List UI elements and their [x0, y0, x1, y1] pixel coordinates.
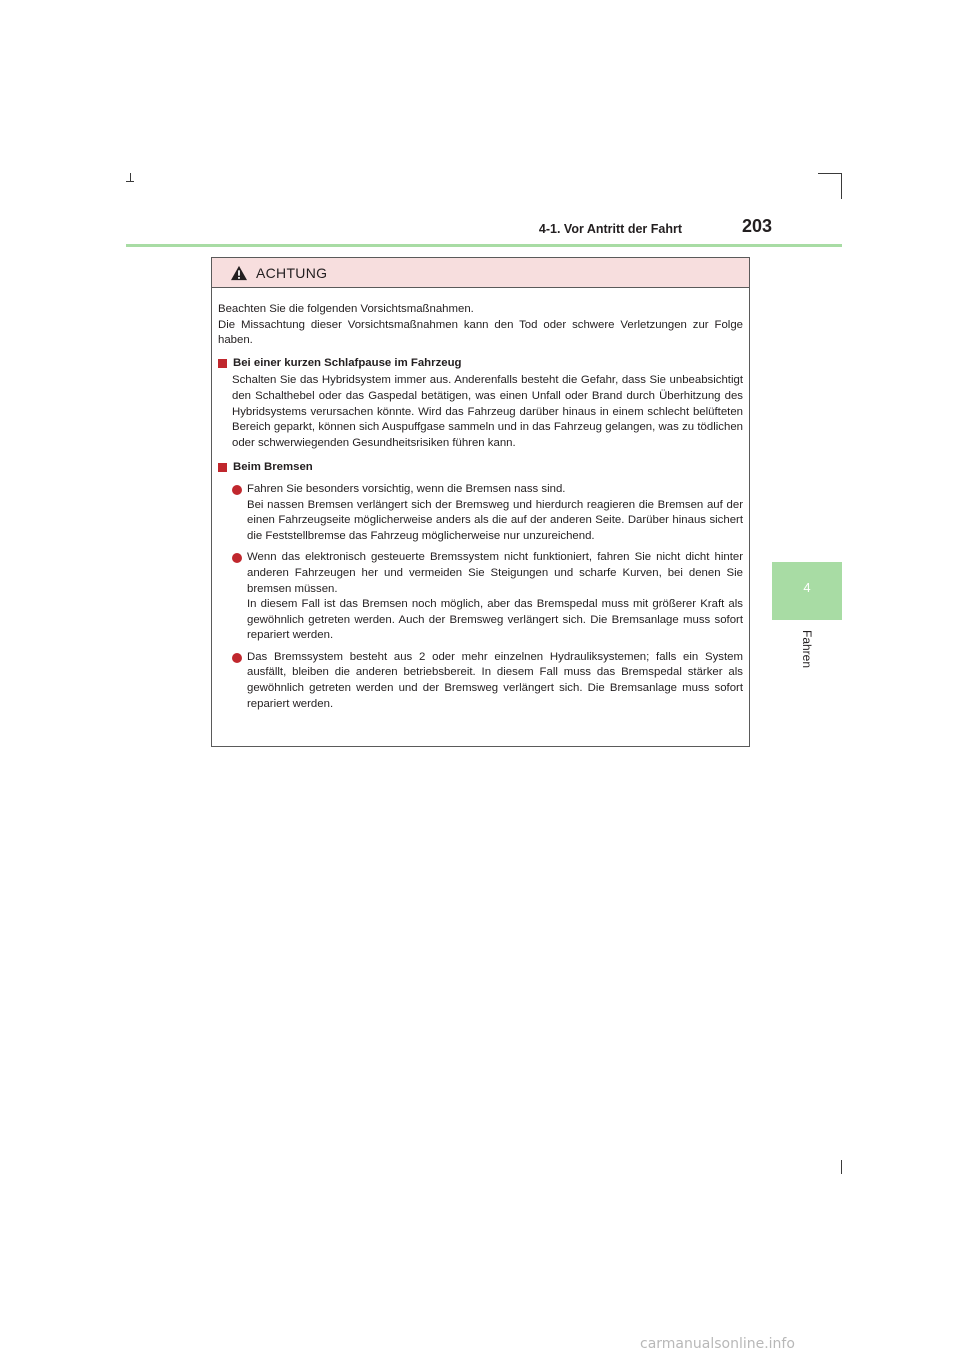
- section-heading: [218, 460, 743, 476]
- list-item: [218, 550, 743, 644]
- square-bullet-icon: [218, 463, 227, 472]
- chapter-tab: [772, 562, 842, 620]
- bullet-line: In diesem Fall ist das Bremsen noch möglich, aber das Bremspedal muss mit größerer Kraft als gewöhnlich getreten werden. Auch der Bremsweg verlängert sich. Die Bremsanlage muss sofort repariert werden.: [247, 598, 743, 642]
- watermark: carmanualsonline.info: [640, 1336, 795, 1352]
- bullet-line: Das Bremssystem besteht aus 2 oder mehr einzelnen Hydrauliksystemen; falls ein System ausfällt, bleiben die anderen betriebsbereit. In diesem Fall muss das Bremspedal stärker als gewöhnlich getreten werden und der Bremsweg verlängert sich. Die Bremsanlage muss sofort repariert werden.: [247, 650, 743, 710]
- crop-mark: [126, 181, 134, 182]
- section-heading-text: Bei einer kurzen Schlafpause im Fahrzeug: [233, 356, 462, 369]
- page-number: 203: [742, 216, 773, 236]
- intro-line: Die Missachtung dieser Vorsichtsmaßnahmen kann den Tod oder schwere Verletzungen zur Folge haben.: [218, 318, 743, 347]
- bullet-line: Bei nassen Bremsen verlängert sich der Bremsweg und hierdurch reagieren die Bremsen auf der einen Fahrzeugseite möglicherweise anders als die auf der anderen Seite. Darüber hinaus sichert die Feststellbremse das Fahrzeug möglicherweise nur unzureichend.: [247, 498, 743, 542]
- header-divider: [126, 244, 842, 247]
- chapter-label: Fahren: [800, 630, 814, 669]
- warning-title: ACHTUNG: [256, 264, 328, 281]
- bullet-line: Fahren Sie besonders vorsichtig, wenn die Bremsen nass sind.: [247, 482, 566, 495]
- crop-mark: [841, 1160, 842, 1174]
- bullet-line: Wenn das elektronisch gesteuerte Bremssystem nicht funktioniert, fahren Sie nicht dicht hinter anderen Fahrzeugen her und vermeiden Sie Steigungen und scharfe Kurven, bei denen Sie bremsen müssen.: [247, 551, 743, 595]
- chapter-number: 4: [803, 580, 811, 595]
- warning-body: [212, 288, 749, 712]
- list-item: [218, 482, 743, 544]
- chapter-label-wrap: [798, 630, 816, 690]
- section-heading: [218, 356, 743, 372]
- warning-triangle-icon: [230, 265, 248, 281]
- round-bullet-icon: [232, 653, 242, 663]
- list-item: [218, 650, 743, 712]
- warning-header: [212, 258, 749, 288]
- section-title: 4-1. Vor Antritt der Fahrt: [538, 222, 682, 236]
- crop-mark: [818, 173, 842, 174]
- crop-mark: [841, 173, 842, 199]
- section-heading-text: Beim Bremsen: [233, 461, 313, 474]
- warning-box: [211, 257, 750, 747]
- round-bullet-icon: [232, 485, 242, 495]
- intro-line: Beachten Sie die folgenden Vorsichtsmaßnahmen.: [218, 303, 474, 315]
- round-bullet-icon: [232, 553, 242, 563]
- section-text: Schalten Sie das Hybridsystem immer aus. Anderenfalls besteht die Gefahr, dass Sie unbeabsichtigt den Schalthebel oder das Gaspedal betätigen, was einen Unfall oder Brand durch Überhitzung des Hybridsystems verursachen könnte. Wird das Fahrzeug darüber hinaus in einem schlecht belüfteten Bereich geparkt, können sich Auspuffgase sammeln und in das Fahrzeug gelangen, was zu tödlichen oder schwerwiegenden Gesundheitsrisiken führen kann.: [232, 374, 743, 449]
- square-bullet-icon: [218, 359, 227, 368]
